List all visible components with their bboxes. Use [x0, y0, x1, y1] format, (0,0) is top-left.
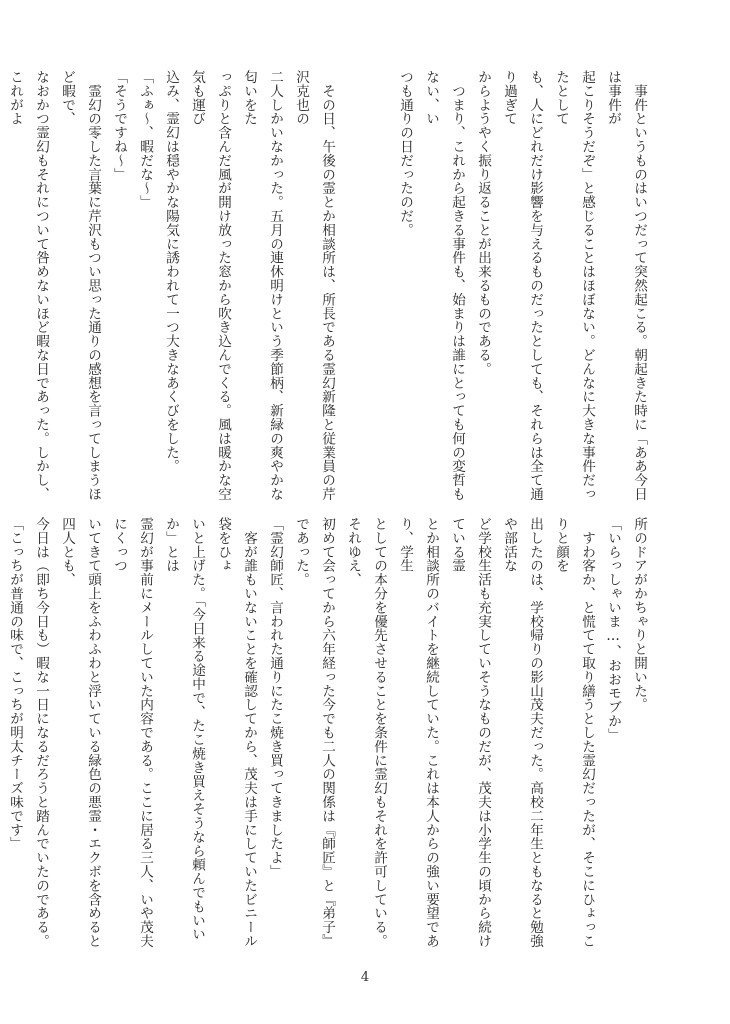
- text-line: つまり、これから起きる事件も、始まりは誰にとっても何の変哲もない、い: [423, 70, 465, 501]
- text-line: としての本分を優先させることを条件に霊幻もそれを許可している。それゆえ、: [345, 517, 387, 948]
- text-line: 霊幻の零した言葉に芹沢もつい思った通りの感想を言ってしまうほど暇で、: [59, 70, 101, 501]
- text-line: 所のドアがかちゃりと開いた。: [631, 517, 647, 712]
- text-line: 「霊幻師匠、言われた通りにたこ焼き買ってきましたよ」: [267, 517, 283, 879]
- text-line: なおかつ霊幻もそれについて咎めないほど暇な日であった。しかし、これがよ: [7, 70, 49, 501]
- text-line: っぷりと含んだ風が開け放った窓から吹き込んでくる。風は暖かな空気も運び: [189, 70, 231, 501]
- text-line: つも通りの日だったのだ。: [397, 70, 413, 237]
- text-line: [0, 70, 2, 506]
- lower-text-block: [7, 517, 652, 953]
- page-number: 4: [360, 970, 370, 985]
- text-line: 出したのは、学校帰りの影山茂夫だった。高校二年生ともなると勉強や部活な: [501, 517, 543, 948]
- text-line: いてきて頭上をふわふわと浮いている緑色の悪霊・エクボを含めると四人とも、: [59, 517, 101, 948]
- text-line: 客が誰もいないことを確認してから、茂夫は手にしていたビニール袋をひょ: [215, 517, 257, 948]
- text-line: 「いらっしゃいま…、おおモブか」: [605, 517, 621, 742]
- text-line: [0, 517, 2, 953]
- text-line: [340, 70, 366, 506]
- text-line: からようやく振り返ることが出来るものである。: [475, 70, 491, 376]
- text-line: いと上げた。「今日来る途中で、たこ焼き買えそうなら頼んでもいいか」とは: [163, 517, 205, 942]
- text-line: すわ客か、と慌てて取り繕うとした霊幻だったが、そこにひょっこりと顔を: [553, 517, 595, 948]
- text-line: 初めて会ってから六年経った今でも二人の関係は『師匠』と『弟子』であった。: [293, 517, 335, 948]
- text-line: 「こっちが普通の味で、こっちが明太チーズ味です」: [7, 517, 23, 851]
- text-line: とか相談所のバイトを継続していた。これは本人からの強い要望であり、学生: [397, 517, 439, 948]
- text-line: [366, 70, 392, 506]
- text-line: 二人しかいなかった。五月の連休明けという季節柄、新緑の爽やかな匂いをた: [241, 70, 283, 501]
- text-line: 「そうですね〜」: [111, 70, 127, 182]
- text-line: その日、午後の霊とか相談所は、所長である霊幻新隆と従業員の芹沢克也の: [293, 70, 335, 501]
- text-line: 「ふぁ〜、暇だな〜」: [137, 70, 153, 209]
- text-line: 霊幻が事前にメールしていた内容である。ここに居る三人、いや茂夫にくっつ: [111, 517, 153, 948]
- text-line: 起こりそうだぞ」と感じることはほぼない。どんなに大きな事件だったとして: [553, 70, 595, 501]
- text-line: も、人にどれだけ影響を与えるものだったとしても、それらは全て通り過ぎて: [501, 70, 543, 501]
- text-line: ど学校生活も充実していそうなものだが、茂夫は小学生の頃から続けている霊: [449, 517, 491, 948]
- text-line: 事件というものはいつだって突然起こる。朝起きた時に「ああ今日は事件が: [605, 70, 647, 501]
- text-line: 込み、霊幻は穏やかな陽気に誘われて一つ大きなあくびをした。: [163, 70, 179, 474]
- upper-text-block: [7, 70, 652, 506]
- text-line: 今日は（即ち今日も）暇な一日になるだろうと踏んでいたのである。: [33, 517, 49, 948]
